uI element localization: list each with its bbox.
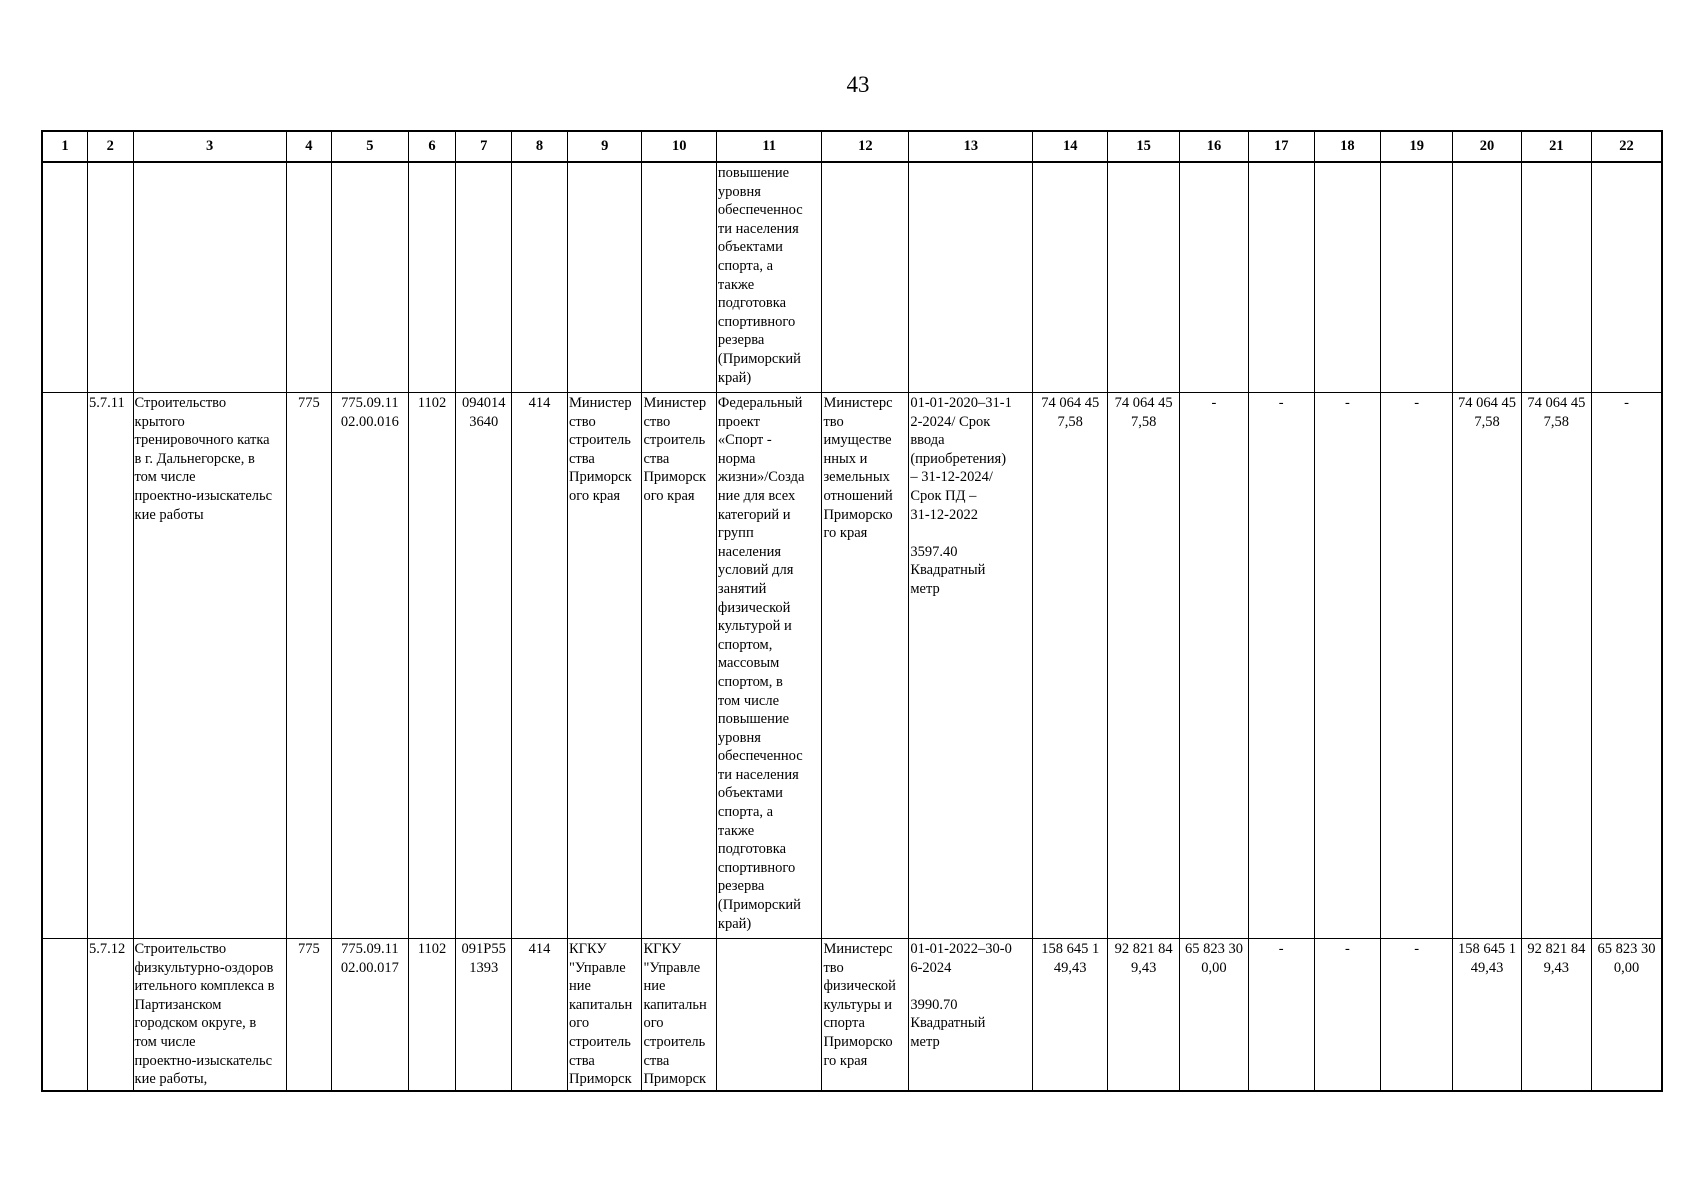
table-cell: 775.09.11 02.00.017 <box>332 939 409 1092</box>
amount-cell: - <box>1314 939 1380 1092</box>
table-cell <box>716 939 822 1092</box>
column-header: 18 <box>1314 131 1380 162</box>
table-cell <box>1180 162 1248 393</box>
table-cell: 414 <box>512 393 568 939</box>
amount-cell: - <box>1381 939 1453 1092</box>
table-cell <box>332 162 409 393</box>
column-header: 16 <box>1180 131 1248 162</box>
amount-cell: 74 064 45 7,58 <box>1521 393 1591 939</box>
table-cell <box>42 162 88 393</box>
table-cell <box>512 162 568 393</box>
amount-cell: - <box>1314 393 1380 939</box>
object-name-cell: Строительство крытого тренировочного катка в г. Дальнегорске, в том числе проектно-изыскательс кие работы <box>133 393 286 939</box>
table-cell: 775 <box>286 393 332 939</box>
amount-cell: 92 821 84 9,43 <box>1107 939 1179 1092</box>
table-cell <box>1314 162 1380 393</box>
row-number-cell: 5.7.12 <box>88 939 134 1092</box>
table-cell <box>909 162 1033 393</box>
column-header: 13 <box>909 131 1033 162</box>
table-cell <box>1521 162 1591 393</box>
table-cell: повышение уровня обеспеченнос ти населения объектами спорта, а также подготовка спортивного резерва (Приморский край) <box>716 162 822 393</box>
table-cell: 091P55 1393 <box>456 939 512 1092</box>
data-table <box>41 130 1663 1092</box>
table-cell <box>642 162 716 393</box>
table-cell <box>133 162 286 393</box>
amount-cell: - <box>1180 393 1248 939</box>
column-header: 6 <box>408 131 456 162</box>
table-cell: Министерс тво имуществе нных и земельных отношений Приморско го края <box>822 393 909 939</box>
table-cell: Министерс тво физической культуры и спорта Приморско го края <box>822 939 909 1092</box>
amount-cell: - <box>1248 939 1314 1092</box>
amount-cell: - <box>1592 393 1662 939</box>
table-cell <box>1381 162 1453 393</box>
column-header: 20 <box>1453 131 1521 162</box>
amount-cell: 65 823 30 0,00 <box>1592 939 1662 1092</box>
table-cell: Министер ство строитель ства Приморск ого края <box>567 393 641 939</box>
column-header: 22 <box>1592 131 1662 162</box>
amount-cell: 92 821 84 9,43 <box>1521 939 1591 1092</box>
table-cell <box>1033 162 1107 393</box>
table-row <box>42 939 1662 1092</box>
column-header: 21 <box>1521 131 1591 162</box>
column-header: 11 <box>716 131 822 162</box>
amount-cell: 74 064 45 7,58 <box>1107 393 1179 939</box>
page-number: 43 <box>846 72 870 97</box>
column-header: 1 <box>42 131 88 162</box>
column-header: 14 <box>1033 131 1107 162</box>
column-header: 15 <box>1107 131 1179 162</box>
table-cell: КГКУ "Управле ние капитальн ого строитель ства Приморск <box>567 939 641 1092</box>
table-cell <box>456 162 512 393</box>
table-cell <box>1107 162 1179 393</box>
table-cell: 775 <box>286 939 332 1092</box>
column-header: 10 <box>642 131 716 162</box>
table-cell: 1102 <box>408 393 456 939</box>
header-row <box>42 131 1662 162</box>
amount-cell: - <box>1381 393 1453 939</box>
amount-cell: - <box>1248 393 1314 939</box>
table-cell <box>1592 162 1662 393</box>
table-cell <box>408 162 456 393</box>
table-cell: 775.09.11 02.00.016 <box>332 393 409 939</box>
table-cell <box>88 162 134 393</box>
table-cell <box>567 162 641 393</box>
column-header: 8 <box>512 131 568 162</box>
table-cell <box>1453 162 1521 393</box>
amount-cell: 158 645 1 49,43 <box>1453 939 1521 1092</box>
object-name-cell: Строительство физкультурно-оздоров ительного комплекса в Партизанском городском округе, в том числе проектно-изыскательс кие работы, <box>133 939 286 1092</box>
table-cell: 094014 3640 <box>456 393 512 939</box>
column-header: 5 <box>332 131 409 162</box>
amount-cell: 74 064 45 7,58 <box>1453 393 1521 939</box>
table-row <box>42 393 1662 939</box>
table-cell: 01-01-2022–30-0 6-2024 3990.70 Квадратный метр <box>909 939 1033 1092</box>
table-row <box>42 162 1662 393</box>
table-cell <box>42 939 88 1092</box>
column-header: 2 <box>88 131 134 162</box>
amount-cell: 74 064 45 7,58 <box>1033 393 1107 939</box>
row-number-cell: 5.7.11 <box>88 393 134 939</box>
column-header: 17 <box>1248 131 1314 162</box>
column-header: 4 <box>286 131 332 162</box>
table-cell <box>286 162 332 393</box>
table-cell: Министер ство строитель ства Приморск ого края <box>642 393 716 939</box>
table-cell: 414 <box>512 939 568 1092</box>
table-cell <box>822 162 909 393</box>
table-cell <box>1248 162 1314 393</box>
table-cell: 01-01-2020–31-1 2-2024/ Срок ввода (приобретения) – 31-12-2024/ Срок ПД – 31-12-2022 3597.40 Квадратный метр <box>909 393 1033 939</box>
table-cell: 1102 <box>408 939 456 1092</box>
column-header: 7 <box>456 131 512 162</box>
table-cell: КГКУ "Управле ние капитальн ого строитель ства Приморск <box>642 939 716 1092</box>
column-header: 9 <box>567 131 641 162</box>
amount-cell: 65 823 30 0,00 <box>1180 939 1248 1092</box>
column-header: 19 <box>1381 131 1453 162</box>
column-header: 12 <box>822 131 909 162</box>
column-header: 3 <box>133 131 286 162</box>
table-cell: Федеральный проект «Спорт - норма жизни»/Созда ние для всех категорий и групп населения условий для занятий физической культурой и спортом, массовым спортом, в том числе повышение уровня обеспеченнос ти населения объектами спорта, а также подготовка спортивного резерва (Приморский край) <box>716 393 822 939</box>
table-cell <box>42 393 88 939</box>
amount-cell: 158 645 1 49,43 <box>1033 939 1107 1092</box>
